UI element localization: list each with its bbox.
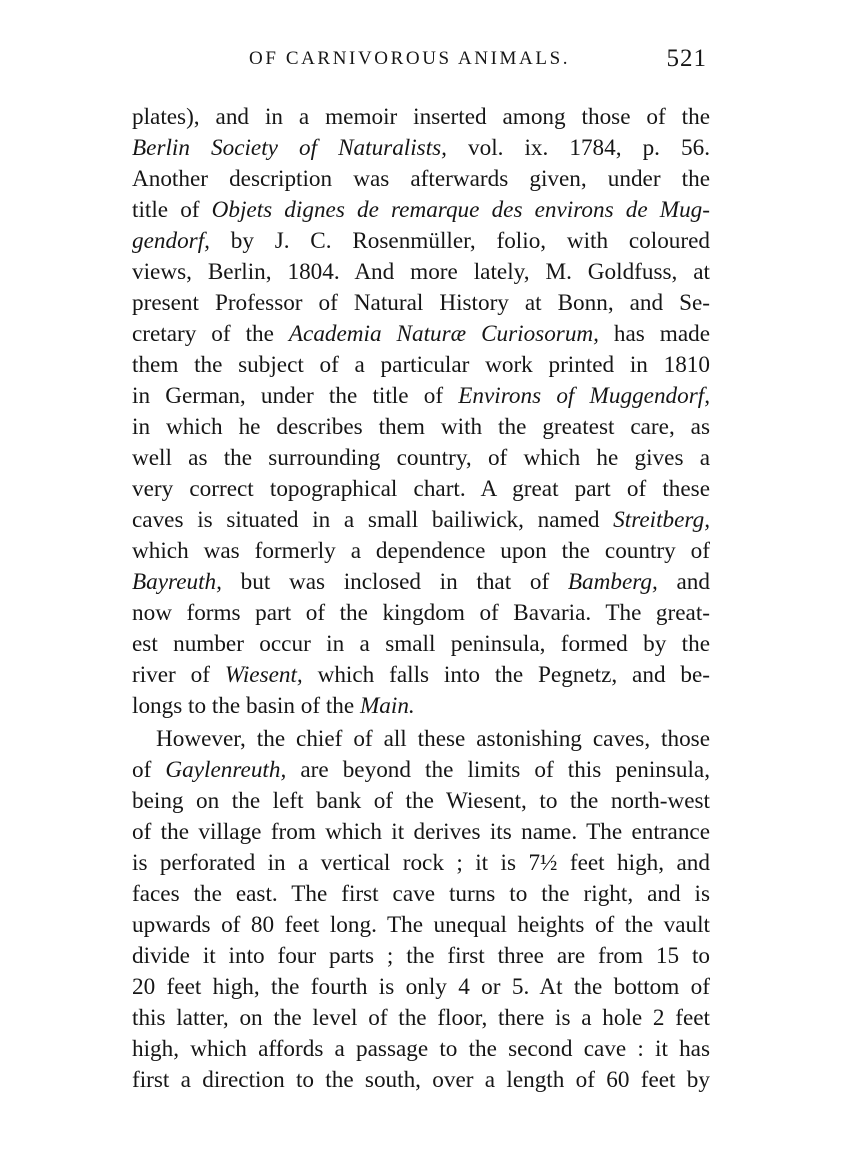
text-line: faces the east. The first cave turns to the right, and is <box>132 881 710 907</box>
text-line: now forms part of the kingdom of Bavaria. The great- <box>132 600 710 626</box>
text-line: of the village from which it derives its name. The entrance <box>132 819 710 845</box>
text-line: longs to the basin of the Main. <box>132 693 415 719</box>
text-line: in German, under the title of Environs of Muggendorf, <box>132 383 710 409</box>
text-line: of Gaylenreuth, are beyond the limits of this peninsula, <box>132 757 710 783</box>
text-line: divide it into four parts ; the first three are from 15 to <box>132 943 710 969</box>
text-line: Bayreuth, but was inclosed in that of Bamberg, and <box>132 569 710 595</box>
text-line: this latter, on the level of the floor, there is a hole 2 feet <box>132 1005 710 1031</box>
text-line: present Professor of Natural History at Bonn, and Se- <box>132 290 710 316</box>
page-number: 521 <box>666 45 707 72</box>
text-line: in which he describes them with the greatest care, as <box>132 414 710 440</box>
text-line: river of Wiesent, which falls into the Pegnetz, and be- <box>132 662 710 688</box>
text-line: plates), and in a memoir inserted among those of the <box>132 104 710 130</box>
text-line: very correct topographical chart. A great part of these <box>132 476 710 502</box>
text-line: being on the left bank of the Wiesent, to the north-west <box>132 788 710 814</box>
text-line: est number occur in a small peninsula, formed by the <box>132 631 710 657</box>
text-line: them the subject of a particular work printed in 1810 <box>132 352 710 378</box>
text-line: which was formerly a dependence upon the country of <box>132 538 710 564</box>
text-line: first a direction to the south, over a length of 60 feet by <box>132 1067 710 1093</box>
running-head <box>132 46 710 76</box>
text-line: is perforated in a vertical rock ; it is 7½ feet high, and <box>132 850 710 876</box>
text-line: high, which affords a passage to the second cave : it has <box>132 1036 710 1062</box>
running-title: OF CARNIVOROUS ANIMALS. <box>249 48 571 69</box>
text-line: well as the surrounding country, of which he gives a <box>132 445 710 471</box>
text-line: upwards of 80 feet long. The unequal heights of the vault <box>132 912 710 938</box>
text-line: title of Objets dignes de remarque des environs de Mug- <box>132 197 710 223</box>
text-line: 20 feet high, the fourth is only 4 or 5. At the bottom of <box>132 974 710 1000</box>
text-line: views, Berlin, 1804. And more lately, M. Goldfuss, at <box>132 259 710 285</box>
text-line: Berlin Society of Naturalists, vol. ix. 1784, p. 56. <box>132 135 710 161</box>
body-text <box>132 102 710 1096</box>
text-line: cretary of the Academia Naturæ Curiosorum, has made <box>132 321 710 347</box>
text-line: Another description was afterwards given, under the <box>132 166 710 192</box>
text-line: gendorf, by J. C. Rosenmüller, folio, with coloured <box>132 228 710 254</box>
text-line: caves is situated in a small bailiwick, named Streitberg, <box>132 507 710 533</box>
text-line: However, the chief of all these astonishing caves, those <box>156 726 710 752</box>
